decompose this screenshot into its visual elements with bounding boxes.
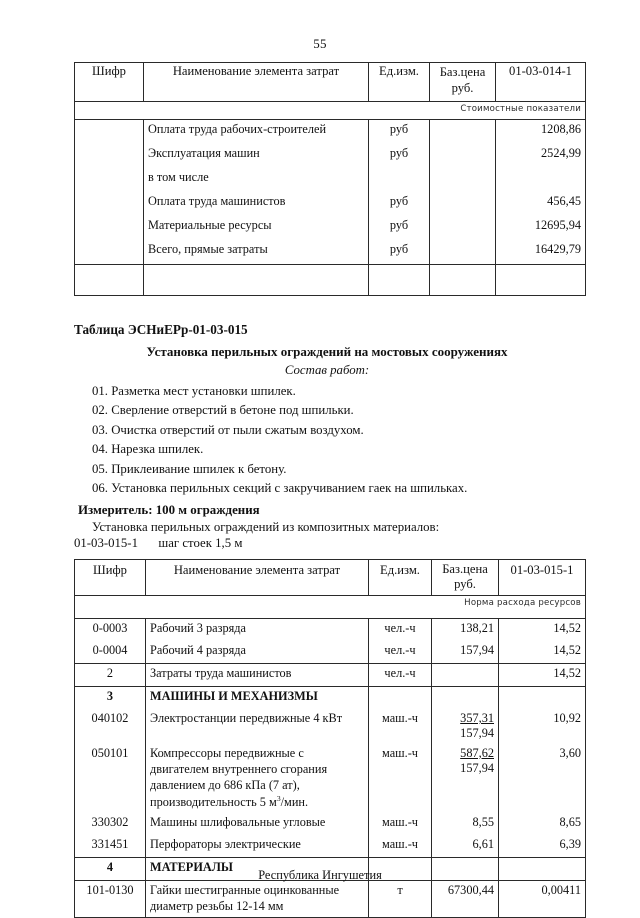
header-cell-code: Шифр <box>75 63 144 102</box>
cell-unit: руб <box>369 240 430 265</box>
cell-code <box>75 192 144 216</box>
cell-norm: 10,92 <box>499 709 586 744</box>
table-row <box>75 240 586 265</box>
cell-price <box>432 744 499 813</box>
cell-price: 6,61 <box>432 835 499 858</box>
cell-norm: 0,00411 <box>499 880 586 917</box>
works-list <box>74 382 566 499</box>
cell-price <box>430 120 496 145</box>
band-label-cost-indicators: Стоимостные показатели <box>75 102 586 120</box>
cell-price <box>430 168 496 192</box>
list-item: 02. Сверление отверстий в бетоне под шпильки. <box>92 403 354 418</box>
cell-unit: маш.-ч <box>369 709 432 744</box>
table-row <box>75 664 586 687</box>
table-row <box>75 744 586 813</box>
cell-price: 138,21 <box>432 619 499 642</box>
cell-norm <box>499 687 586 710</box>
cell-code: 331451 <box>75 835 146 858</box>
cell-code: 330302 <box>75 813 146 835</box>
header-cell-norm: 01-03-014-1 <box>496 63 586 102</box>
section-table-label: Таблица ЭСНиЕРр-01-03-015 <box>74 322 248 337</box>
cell-norm: 6,39 <box>499 835 586 858</box>
cell-code <box>75 216 144 240</box>
table-row <box>75 168 586 192</box>
band-label-resource-norms: Норма расхода ресурсов <box>75 596 586 619</box>
list-item: 05. Приклеивание шпилек к бетону. <box>92 461 287 476</box>
cell-name: Материальные ресурсы <box>144 216 369 240</box>
cell-name: Рабочий 3 разряда <box>146 619 369 642</box>
cell-norm: 14,52 <box>499 664 586 687</box>
table-row <box>75 619 586 642</box>
cell-price <box>430 192 496 216</box>
table-row <box>75 813 586 835</box>
cell-name: Компрессоры передвижные с двигателем внутреннего сгорания давлением до 686 кПа (7 ат), производительность 5 $м^3$/мин. <box>146 744 369 813</box>
table-group-row <box>75 687 586 710</box>
cell-norm: 1208,86 <box>496 120 586 145</box>
page-footer: Республика Ингушетия <box>258 868 382 882</box>
header-cell-name: Наименование элемента затрат <box>146 559 369 595</box>
cell-name: МАШИНЫ И МЕХАНИЗМЫ <box>146 687 369 710</box>
cell-code: 050101 <box>75 744 146 813</box>
cell-name: Эксплуатация машин <box>144 144 369 168</box>
header-cell-unit: Ед.изм. <box>369 63 430 102</box>
cell-unit: чел.-ч <box>369 619 432 642</box>
cell-unit: руб <box>369 192 430 216</box>
spacer-cell <box>496 265 586 296</box>
cell-code <box>75 120 144 145</box>
table-row <box>75 192 586 216</box>
table-header-row <box>75 559 586 595</box>
section-block <box>74 322 566 551</box>
header-price-line2: руб. <box>454 577 476 592</box>
cell-unit: маш.-ч <box>369 835 432 858</box>
cell-unit: маш.-ч <box>369 744 432 813</box>
variant-code: 01-03-015-1 <box>74 535 138 550</box>
list-item: 06. Установка перильных секций с закручиванием гаек на шпильках. <box>92 481 468 496</box>
list-item: 04. Нарезка шпилек. <box>92 442 204 457</box>
cell-price <box>430 144 496 168</box>
table-spacer-row <box>75 265 586 296</box>
spacer-cell <box>75 265 144 296</box>
table-row <box>75 835 586 858</box>
cell-norm: 456,45 <box>496 192 586 216</box>
cell-price-secondary: 157,94 <box>460 726 494 741</box>
cell-price: 67300,44 <box>432 880 499 917</box>
cell-code: 2 <box>75 664 146 687</box>
cell-price-primary: 587,62 <box>460 745 494 760</box>
cell-name: Электростанции передвижные 4 кВт <box>146 709 369 744</box>
cell-price <box>432 709 499 744</box>
band-label-row <box>75 102 586 120</box>
cost-indicators-table <box>74 62 586 296</box>
cell-code: 4 <box>75 857 146 880</box>
cell-unit: руб <box>369 144 430 168</box>
cell-price: 8,55 <box>432 813 499 835</box>
cell-unit <box>369 168 430 192</box>
header-price-line1: Баз.цена <box>439 65 486 79</box>
cell-name: Машины шлифовальные угловые <box>146 813 369 835</box>
band-label-row <box>75 596 586 619</box>
works-label: Состав работ: <box>284 363 370 377</box>
cell-code: 0-0003 <box>75 619 146 642</box>
cell-unit: чел.-ч <box>369 641 432 664</box>
cell-unit: т <box>369 880 432 917</box>
cell-code: 0-0004 <box>75 641 146 664</box>
cell-price <box>432 687 499 710</box>
header-cell-price <box>430 63 496 102</box>
cell-norm: 16429,79 <box>496 240 586 265</box>
header-cell-price <box>432 559 499 595</box>
cell-name: Всего, прямые затраты <box>144 240 369 265</box>
cell-price <box>430 216 496 240</box>
table-row <box>75 709 586 744</box>
spacer-cell <box>144 265 369 296</box>
cell-price-secondary: 157,94 <box>460 761 494 776</box>
cell-norm: 12695,94 <box>496 216 586 240</box>
header-cell-unit: Ед.изм. <box>369 559 432 595</box>
table-row <box>75 641 586 664</box>
variant-text: шаг стоек 1,5 м <box>158 535 243 550</box>
cell-unit: руб <box>369 120 430 145</box>
cell-price-primary: 357,31 <box>460 711 494 726</box>
table-row <box>75 880 586 917</box>
cell-norm: 14,52 <box>499 641 586 664</box>
cell-code: 3 <box>75 687 146 710</box>
cell-code <box>75 168 144 192</box>
cell-name: Гайки шестигранные оцинкованные диаметр резьбы 12-14 мм <box>146 880 369 917</box>
variant-line <box>74 536 566 551</box>
spacer-cell <box>430 265 496 296</box>
cell-price <box>432 664 499 687</box>
cell-name: Затраты труда машинистов <box>146 664 369 687</box>
cell-price <box>430 240 496 265</box>
section-title: Установка перильных ограждений на мостовых сооружениях <box>146 344 508 359</box>
table-row <box>75 120 586 145</box>
cell-name: Перфораторы электрические <box>146 835 369 858</box>
list-item: 01. Разметка мест установки шпилек. <box>92 384 296 398</box>
cell-code: 040102 <box>75 709 146 744</box>
cell-price: 157,94 <box>432 641 499 664</box>
table-row <box>75 216 586 240</box>
header-price-line2: руб. <box>451 80 474 95</box>
cell-unit <box>369 687 432 710</box>
header-cell-code: Шифр <box>75 559 146 595</box>
cell-unit: маш.-ч <box>369 813 432 835</box>
cell-norm: 2524,99 <box>496 144 586 168</box>
list-item: 03. Очистка отверстий от пыли сжатым воздухом. <box>92 422 364 437</box>
cell-norm: 14,52 <box>499 619 586 642</box>
cell-name: Оплата труда машинистов <box>144 192 369 216</box>
cell-name: Оплата труда рабочих-строителей <box>144 120 369 145</box>
spacer-cell <box>369 265 430 296</box>
cell-norm: 3,60 <box>499 744 586 813</box>
install-note: Установка перильных ограждений из композитных материалов: <box>92 519 440 534</box>
page-number: 55 <box>313 36 327 51</box>
cell-unit: руб <box>369 216 430 240</box>
header-price-line1: Баз.цена <box>442 561 488 576</box>
cell-code <box>75 240 144 265</box>
header-cell-name: Наименование элемента затрат <box>144 63 369 102</box>
table-header-row <box>75 63 586 102</box>
cell-norm: 8,65 <box>499 813 586 835</box>
cell-name: Рабочий 4 разряда <box>146 641 369 664</box>
table-row <box>75 144 586 168</box>
measure-label: Измеритель: 100 м ограждения <box>78 502 260 517</box>
cell-code: 101-0130 <box>75 880 146 917</box>
cell-name: в том числе <box>144 168 369 192</box>
resource-norms-table <box>74 559 586 918</box>
cell-unit: чел.-ч <box>369 664 432 687</box>
cell-code <box>75 144 144 168</box>
cell-name: МАТЕРИАЛЫ <box>146 857 369 880</box>
header-cell-norm: 01-03-015-1 <box>499 559 586 595</box>
cell-norm <box>496 168 586 192</box>
